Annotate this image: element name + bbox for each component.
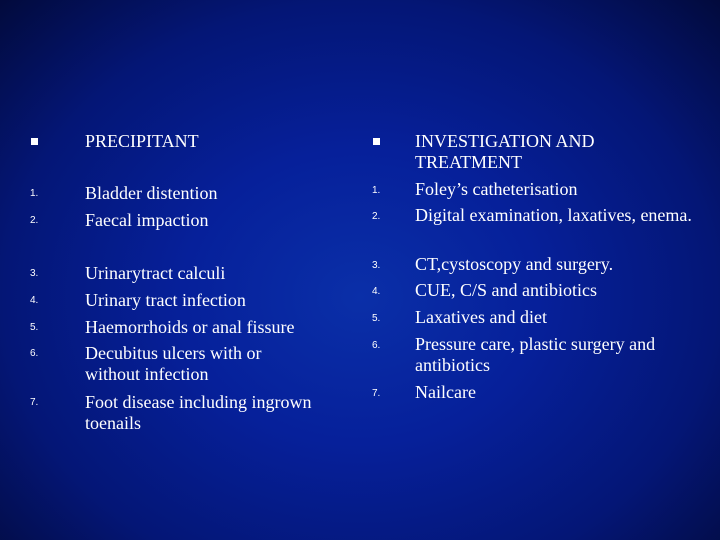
list-number: 1.	[372, 185, 381, 196]
list-number: 1.	[30, 188, 39, 199]
list-item-text: Bladder distention	[85, 183, 218, 203]
precipitant-heading: PRECIPITANT	[85, 131, 199, 151]
list-item-text: Nailcare	[415, 382, 476, 402]
list-number: 5.	[372, 313, 381, 324]
list-item-text: Urinary tract infection	[85, 290, 246, 310]
square-bullet-icon	[31, 138, 38, 145]
list-number: 6.	[372, 340, 381, 351]
list-item-text: Laxatives and diet	[415, 307, 547, 327]
list-item-text: Decubitus ulcers with or without infection	[85, 343, 262, 384]
list-item-text: Faecal impaction	[85, 210, 209, 230]
list-number: 6.	[30, 348, 39, 359]
list-item-text: Urinarytract calculi	[85, 263, 226, 283]
list-number: 2.	[372, 211, 381, 222]
list-number: 7.	[30, 397, 39, 408]
list-number: 2.	[30, 215, 39, 226]
list-number: 3.	[372, 260, 381, 271]
list-item-text: CUE, C/S and antibiotics	[415, 280, 597, 300]
list-item-text: Foley’s catheterisation	[415, 179, 578, 199]
list-item-text: Foot disease including ingrown toenails	[85, 392, 312, 433]
list-number: 5.	[30, 322, 39, 333]
list-item-text: Pressure care, plastic surgery and antibiotics	[415, 334, 656, 375]
list-number: 4.	[30, 295, 39, 306]
list-number: 3.	[30, 268, 39, 279]
square-bullet-icon	[373, 138, 380, 145]
list-item-text: CT,cystoscopy and surgery.	[415, 254, 614, 274]
list-item-text: Digital examination, laxatives, enema.	[415, 205, 692, 225]
list-item-text: Haemorrhoids or anal fissure	[85, 317, 295, 337]
list-number: 4.	[372, 286, 381, 297]
investigation-heading: INVESTIGATION AND TREATMENT	[415, 131, 595, 172]
list-number: 7.	[372, 388, 381, 399]
